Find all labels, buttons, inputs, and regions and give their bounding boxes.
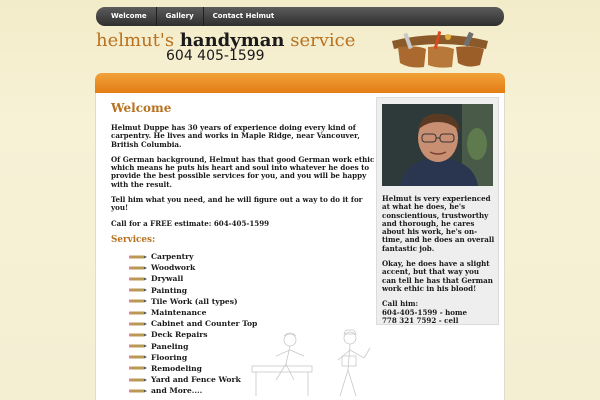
helmut-portrait-image	[382, 104, 493, 186]
tell-him-paragraph: Tell him what you need, and he will figure out a way to do it for you!	[111, 195, 363, 213]
nav-gallery[interactable]: Gallery	[157, 7, 204, 26]
main-nav	[96, 7, 504, 26]
service-label: Carpentry	[151, 252, 194, 262]
header-phone: 604 405-1599	[166, 48, 265, 64]
pencil-bullet-icon	[129, 378, 147, 382]
service-label: Drywall	[151, 274, 184, 284]
services-heading: Services:	[111, 234, 156, 245]
pencil-bullet-icon	[129, 366, 147, 370]
service-label: Cabinet and Counter Top	[151, 319, 258, 329]
site-title-strong: handyman	[179, 30, 285, 51]
list-item	[129, 296, 379, 307]
service-label: and More....	[151, 386, 203, 396]
site-title-prefix: helmut's	[96, 30, 180, 51]
list-item	[129, 251, 379, 262]
pencil-bullet-icon	[129, 322, 147, 326]
sidebar-accent-paragraph: Okay, he does have a slight accent, but that way you can tell he has that German work ethic in his blood!	[382, 259, 493, 293]
pencil-bullet-icon	[129, 288, 147, 292]
handyman-sketch-image	[246, 326, 376, 400]
nav-contact-helmut[interactable]: Contact Helmut	[212, 12, 275, 20]
intro-paragraph: Helmut Duppe has 30 years of experience doing every kind of carpentry. He lives and works in Maple Ridge, near Vancouver, British Columbia.	[111, 123, 360, 149]
service-label: Paneling	[151, 341, 189, 351]
list-item	[129, 273, 379, 284]
pencil-bullet-icon	[129, 355, 147, 359]
service-label: Painting	[151, 285, 188, 295]
service-label: Tile Work (all types)	[151, 296, 238, 306]
call-home: 604-405-1599 - home	[382, 307, 468, 317]
pencil-bullet-icon	[129, 255, 147, 259]
sidebar-contact	[382, 300, 495, 325]
list-item	[129, 285, 379, 296]
pencil-bullet-icon	[129, 389, 147, 393]
service-label: Flooring	[151, 352, 188, 362]
service-label: Deck Repairs	[151, 330, 208, 340]
content-panel	[95, 93, 505, 400]
service-label: Remodeling	[151, 363, 202, 373]
sidebar-experience-paragraph: Helmut is very experienced at what he does, he's conscientious, trustworthy and thorough, he cares about his work, he's on-time, and he does an overall fantastic job.	[382, 194, 495, 253]
pencil-bullet-icon	[129, 344, 147, 348]
pencil-bullet-icon	[129, 277, 147, 281]
pencil-bullet-icon	[129, 333, 147, 337]
orange-header-strip	[95, 73, 505, 93]
nav-welcome[interactable]: Welcome	[102, 7, 157, 26]
service-label: Maintenance	[151, 308, 207, 317]
background-paragraph: Of German background, Helmut has that good German work ethic which means he puts his heart and soul into whatever he does to provide the best possible services for you, and you will be happy with the result.	[111, 154, 375, 189]
tool-belt-image	[388, 27, 492, 71]
helmut-photo	[382, 104, 493, 186]
sidebar	[376, 97, 499, 325]
pencil-bullet-icon	[129, 299, 147, 303]
service-label: Yard and Fence Work	[151, 375, 241, 385]
service-label: Woodwork	[151, 263, 196, 273]
site-title-suffix: service	[284, 30, 356, 51]
list-item	[129, 262, 379, 273]
list-item	[129, 307, 379, 318]
sidebar-text	[382, 195, 495, 332]
welcome-heading: Welcome	[111, 101, 172, 115]
pencil-bullet-icon	[129, 311, 147, 315]
pencil-bullet-icon	[129, 266, 147, 270]
call-cell: 778 321 7592 - cell	[382, 315, 459, 325]
estimate-paragraph: Call for a FREE estimate: 604-405-1599	[111, 218, 270, 228]
call-label: Call him:	[382, 299, 419, 309]
